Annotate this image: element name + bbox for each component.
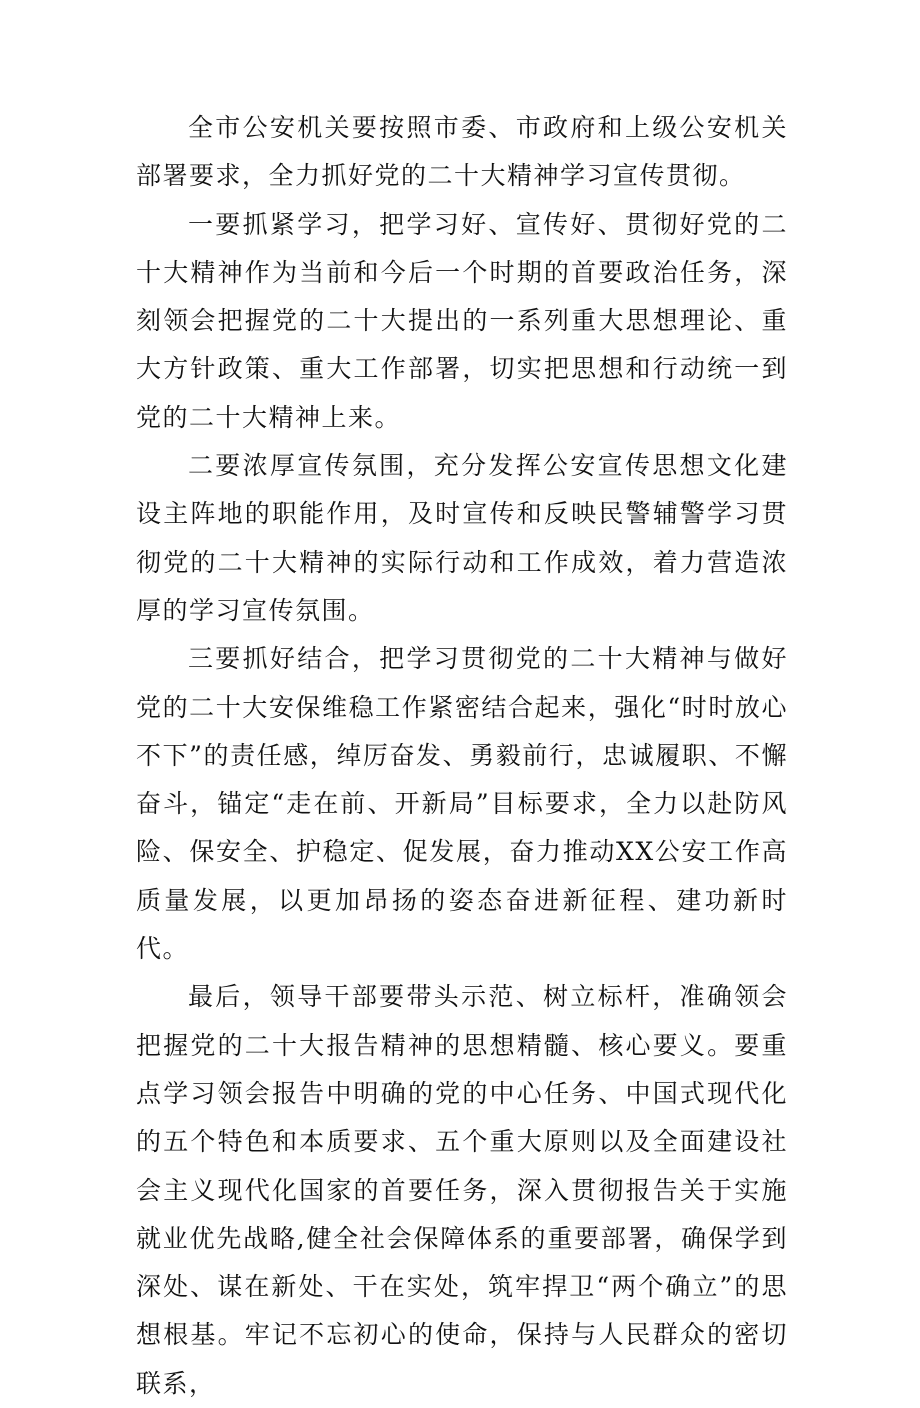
paragraph-integration: 三要抓好结合，把学习贯彻党的二十大精神与做好党的二十大安保维稳工作紧密结合起来，强化“时时放心不下”的责任感，绰厉奋发、勇毅前行，忠诚履职、不懈奋斗，锚定“走在前、开新局”目标要求，全力以赴防风险、保安全、护稳定、促发展，奋力推动XX公安工作高质量发展，以更加昂扬的姿态奋进新征程、建功新时代。 [136,644,788,964]
paragraph-publicity: 二要浓厚宣传氛围，充分发挥公安宣传思想文化建设主阵地的职能作用，及时宣传和反映民警辅警学习贯彻党的二十大精神的实际行动和工作成效，着力营造浓厚的学习宣传氛围。 [136,451,788,625]
paragraph-intro: 全市公安机关要按照市委、市政府和上级公安机关部署要求，全力抓好党的二十大精神学习宣传贯彻。 [136,113,788,191]
paragraph-leadership: 最后，领导干部要带头示范、树立标杆，准确领会把握党的二十大报告精神的思想精髓、核心要义。要重点学习领会报告中明确的党的中心任务、中国式现代化的五个特色和本质要求、五个重大原则以及全面建设社会主义现代化国家的首要任务，深入贯彻报告关于实施就业优先战略,健全社会保障体系的重要部署，确保学到深处、谋在新处、干在实处，筑牢捍卫“两个确立”的思想根基。牢记不忘初心的使命，保持与人民群众的密切联系， [136,982,788,1398]
paragraph-study: 一要抓紧学习，把学习好、宣传好、贯彻好党的二十大精神作为当前和今后一个时期的首要政治任务，深刻领会把握党的二十大提出的一系列重大思想理论、重大方针政策、重大工作部署，切实把思想和行动统一到党的二十大精神上来。 [136,209,788,432]
document-body [136,104,788,1408]
